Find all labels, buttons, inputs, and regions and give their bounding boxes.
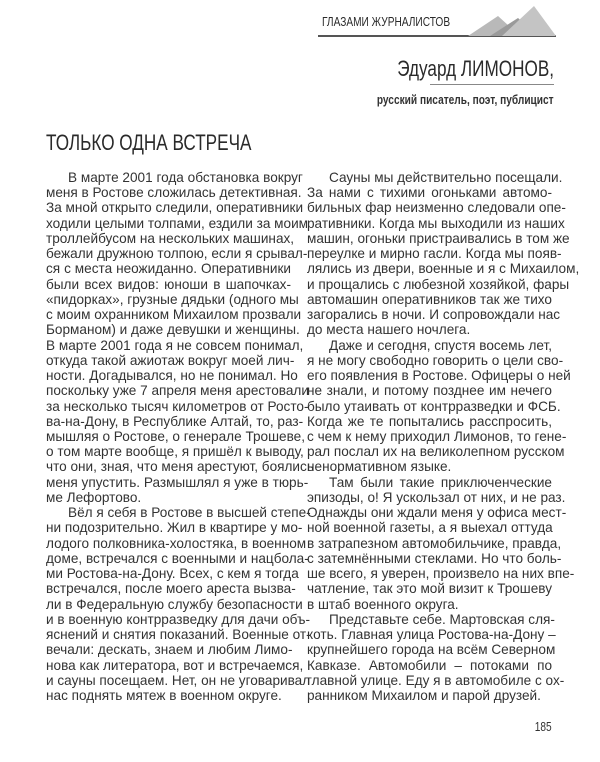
section-rubric xyxy=(322,14,486,29)
text-line: встречался, после моего ареста вызва- xyxy=(46,581,296,597)
text-line: Там были такие приключенческие xyxy=(329,474,552,490)
text-line: Когда же те попытались расспросить, xyxy=(307,413,552,429)
paragraph xyxy=(46,505,311,703)
mountains-icon xyxy=(468,4,558,36)
right-column xyxy=(307,170,580,703)
text-line: не знали, и потому позднее им нечего xyxy=(307,383,552,399)
text-line: за несколько тысяч километров от Росто- xyxy=(46,398,309,414)
page-number xyxy=(530,719,552,734)
text-line: были всех видов: юноши в шапочках- xyxy=(46,276,291,292)
text-line: ся с места неожиданно. Оперативники xyxy=(46,261,291,277)
text-line: меня упустить. Размышлял я уже в тюрь- xyxy=(46,474,309,490)
paragraph xyxy=(307,337,571,475)
text-line: с затемнёнными стеклами. Но что боль- xyxy=(307,550,562,566)
text-line: ли в Федеральную службу безопасности xyxy=(46,596,303,612)
text-line: и прощались с любезной хозяйкой, фары xyxy=(307,276,570,292)
author-name-text: Эдуард ЛИМОНОВ, xyxy=(397,56,554,81)
paragraph xyxy=(307,170,580,338)
text-line: ми Ростова-на-Дону. Всех, с кем я тогда xyxy=(46,566,299,582)
text-line: В марте 2001 года обстановка вокруг xyxy=(68,170,303,185)
text-line: нова как литератора, вот и встречаемся, xyxy=(46,657,304,673)
text-line: ненормативном языке. xyxy=(307,459,452,475)
paragraph xyxy=(46,170,314,505)
text-line: Однажды они ждали меня у офиса мест- xyxy=(307,505,567,521)
text-line: переулке и мирно гасли. Когда мы появ- xyxy=(307,246,562,262)
text-line: машин, огоньки пристраивались в том же xyxy=(307,230,570,246)
text-line: я не могу свободно говорить о цели сво- xyxy=(307,352,564,368)
text-line: коть. Главная улица Ростова-на-Дону – xyxy=(307,627,556,643)
text-line: яснений и снятия показаний. Военные от- xyxy=(46,627,311,643)
text-line: Кавказе. Автомобили – потоками по xyxy=(307,657,552,673)
author-divider xyxy=(430,84,554,85)
text-line: ше всего, я уверен, произвело на них впе- xyxy=(307,566,575,582)
text-line: Вёл я себя в Ростове в высшей степе- xyxy=(68,505,311,521)
text-line: крупнейшего города на всём Северном xyxy=(307,642,556,658)
text-line: в затрапезном автомобильчике, правда, xyxy=(307,535,562,551)
text-line: Представьте себе. Мартовская сля- xyxy=(329,611,555,627)
text-line: ности. Догадывался, но не понимал. Но xyxy=(46,368,298,384)
text-line: мышляя о Ростове, о генерале Трошеве, xyxy=(46,428,305,444)
text-line: Сауны мы действительно посещали. xyxy=(329,170,563,185)
text-line: что они, зная, что меня арестуют, боялись xyxy=(46,459,314,475)
text-line: и сауны посещаем. Нет, он не уговаривал xyxy=(46,672,311,688)
text-line: ме Лефортово. xyxy=(46,489,142,505)
text-line: поскольку уже 7 апреля меня арестовали xyxy=(46,383,309,399)
text-line: в штаб военного округа. xyxy=(307,596,459,612)
text-line: бильных фар неизменно следовали опе- xyxy=(307,200,566,216)
text-line: ной военной газеты, а я выехал оттуда xyxy=(307,520,553,536)
text-line: троллейбусом на нескольких машинах, xyxy=(46,230,295,246)
page-number-text: 185 xyxy=(535,719,552,734)
text-line: лодого полковника-холостяка, в военном xyxy=(46,535,307,551)
article-title xyxy=(46,130,309,156)
article-title-text: ТОЛЬКО ОДНА ВСТРЕЧА xyxy=(46,130,252,155)
text-line: За нами с тихими огоньками автомо- xyxy=(307,185,552,201)
text-line: с чем к нему приходил Лимонов, то гене- xyxy=(307,428,567,444)
author-description xyxy=(327,92,554,107)
text-line: с моим охранником Михаилом прозвали xyxy=(46,307,302,323)
text-line: и в военную контрразведку для дачи объ- xyxy=(46,611,310,627)
text-line: В марте 2001 года я не совсем понимал, xyxy=(46,337,304,353)
text-line: вечали: дескать, знаем и любим Лимо- xyxy=(46,642,293,658)
text-line: доме, встречался с военными и нацбола- xyxy=(46,550,309,566)
text-line: ходили целыми толпами, ездили за моим xyxy=(46,215,309,231)
text-line: Даже и сегодня, спустя восемь лет, xyxy=(329,337,552,353)
text-line: рал послал их на великолепном русском xyxy=(307,444,565,460)
text-line: откуда такой ажиотаж вокруг моей лич- xyxy=(46,352,295,368)
text-line: ранником Михаилом и парой друзей. xyxy=(307,687,541,703)
text-line: о том марте вообще, я пришёл к выводу, xyxy=(46,444,304,460)
text-line: чатление, так это мой визит к Трошеву xyxy=(307,581,552,597)
text-line: ни подозрительно. Жил в квартире у мо- xyxy=(46,520,303,536)
paragraph xyxy=(307,611,565,703)
author-name xyxy=(353,56,554,82)
text-line: Борманом) и даже девушки и женщины. xyxy=(46,322,300,338)
text-line: было утаивать от контрразведки и ФСБ. xyxy=(307,398,561,414)
text-line: эпизоды, о! Я ускользал от них, и не раз. xyxy=(307,489,566,505)
paragraph xyxy=(307,474,575,612)
text-line: автомашин оперативников так же тихо xyxy=(307,291,552,307)
text-line: главной улице. Еду я в автомобиле с ох- xyxy=(307,672,565,688)
text-line: ва-на-Дону, в Республике Алтай, то, раз- xyxy=(46,413,304,429)
text-line: ративники. Когда мы выходили из наших xyxy=(307,215,565,231)
text-line: загорались в ночи. И сопровождали нас xyxy=(307,307,561,323)
text-line: меня в Ростове сложилась детективная. xyxy=(46,185,302,201)
text-line: до места нашего ночлега. xyxy=(307,322,471,338)
author-description-text: русский писатель, поэт, публицист xyxy=(377,92,554,107)
text-line: бежали дружною толпою, если я срывал- xyxy=(46,246,308,262)
text-line: «пидорках», грузные дядьки (одного мы xyxy=(46,291,299,307)
left-column xyxy=(46,170,314,703)
text-line: За мной открыто следили, оперативники xyxy=(46,200,304,216)
text-line: нас поднять мятеж в военном округе. xyxy=(46,687,282,703)
text-line: лялись из двери, военные и я с Михаилом, xyxy=(307,261,580,277)
text-line: его появления в Ростове. Офицеры о ней xyxy=(307,368,571,384)
rubric-text: ГЛАЗАМИ ЖУРНАЛИСТОВ xyxy=(322,14,451,29)
